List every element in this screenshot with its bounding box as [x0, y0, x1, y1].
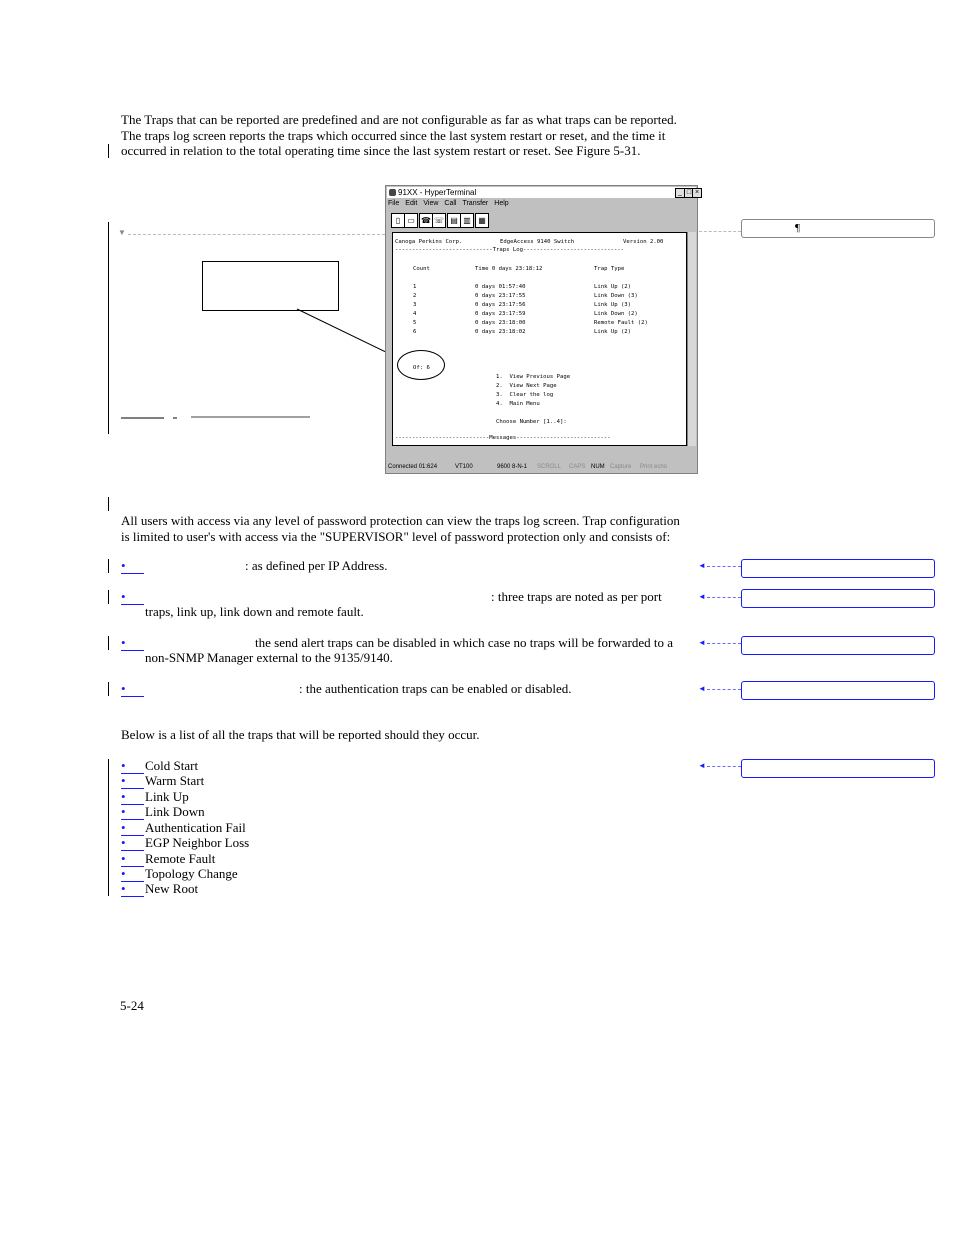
screen-product: EdgeAccess 9140 Switch	[500, 239, 575, 245]
screen-of-count: Of: 6	[413, 365, 430, 371]
intro-line-3: occurred in relation to the total operating time since the last system restart or reset. See Figure 5-31.	[121, 143, 641, 158]
row-count: 5	[413, 320, 417, 326]
col-time: Time 0 days 23:18:12	[475, 266, 543, 272]
trap-item: Authentication Fail	[145, 820, 246, 835]
config-item-text: : the authentication traps can be enabled or disabled.	[299, 681, 572, 696]
access-paragraph	[121, 513, 680, 544]
close-icon[interactable]: ×	[692, 188, 702, 198]
menu-bar	[388, 199, 515, 209]
trap-item: Remote Fault	[145, 851, 216, 866]
status-caps: CAPS	[569, 464, 586, 470]
row-count: 3	[413, 302, 417, 308]
access-line-1: All users with access via any level of password protection can view the traps log screen. Trap configuration	[121, 513, 680, 528]
window-titlebar	[387, 187, 700, 198]
bullet-link[interactable]: •	[121, 805, 144, 820]
menu-edit[interactable]: Edit	[405, 200, 418, 207]
of-count-oval	[397, 350, 445, 380]
access-line-2: is limited to user's with access via the "SUPERVISOR" level of password protection only and consists of:	[121, 528, 671, 544]
menu-view[interactable]: View	[423, 200, 439, 207]
balloon-leader	[707, 597, 741, 598]
row-time: 0 days 23:17:55	[475, 293, 526, 299]
send-icon[interactable]: ▤	[447, 213, 461, 228]
menu-transfer[interactable]: Transfer	[462, 200, 489, 207]
bullet-link[interactable]: •	[121, 821, 144, 836]
row-count: 6	[413, 329, 417, 335]
screen-menu-item[interactable]: 1. View Previous Page	[496, 374, 571, 380]
balloon-arrow-icon: ◄	[698, 561, 706, 570]
hyperterminal-window	[385, 185, 698, 474]
comment-balloon	[741, 559, 935, 578]
balloon-leader	[707, 643, 741, 644]
balloon-leader	[707, 689, 741, 690]
row-count: 4	[413, 311, 417, 317]
col-type: Trap Type	[594, 266, 625, 272]
collapse-triangle-icon: ▼	[118, 228, 126, 237]
row-count: 2	[413, 293, 417, 299]
trap-item: Topology Change	[145, 866, 238, 881]
status-settings: 9600 8-N-1	[497, 464, 528, 470]
config-item-text: traps, link up, link down and remote fault.	[145, 604, 364, 619]
trap-item: Link Down	[145, 804, 205, 819]
menu-file[interactable]: File	[388, 200, 400, 207]
connect-icon[interactable]: ☎	[419, 213, 433, 228]
bullet-link[interactable]: •	[121, 590, 144, 605]
row-type: Link Up (2)	[594, 284, 632, 290]
menu-call[interactable]: Call	[444, 200, 457, 207]
row-type: Remote Fault (2)	[594, 320, 648, 326]
screen-menu-item[interactable]: 2. View Next Page	[496, 383, 557, 389]
balloon-arrow-icon: ◄	[698, 761, 706, 770]
minimize-icon[interactable]: _	[675, 188, 685, 198]
row-time: 0 days 01:57:40	[475, 284, 526, 290]
change-bar	[108, 497, 109, 511]
row-time: 0 days 23:17:59	[475, 311, 526, 317]
status-printecho: Print echo	[640, 464, 668, 470]
terminal-screen	[392, 232, 687, 446]
vertical-scrollbar[interactable]	[687, 232, 696, 446]
intro-line-1: The Traps that can be reported are predefined and are not configurable as far as what traps can be reported.	[121, 112, 677, 127]
screen-menu-item[interactable]: 4. Main Menu	[496, 401, 540, 407]
balloon-arrow-icon: ◄	[698, 592, 706, 601]
row-type: Link Up (2)	[594, 329, 632, 335]
trap-item: New Root	[145, 881, 199, 896]
bullet-link[interactable]: •	[121, 882, 144, 897]
open-icon[interactable]: ▭	[404, 213, 418, 228]
screen-menu-item[interactable]: 3. Clear the log	[496, 392, 554, 398]
status-bar	[387, 462, 696, 472]
status-emulation: VT100	[455, 464, 473, 470]
toolbar	[388, 210, 695, 230]
window-title: 91XX - HyperTerminal	[398, 188, 477, 197]
config-item-text: : as defined per IP Address.	[245, 558, 388, 573]
bullet-link[interactable]: •	[121, 867, 144, 882]
row-time: 0 days 23:18:00	[475, 320, 526, 326]
bullet-link[interactable]: •	[121, 682, 144, 697]
trap-item: EGP Neighbor Loss	[145, 835, 250, 850]
app-icon	[389, 189, 396, 196]
change-bar	[108, 682, 109, 696]
bullet-link[interactable]: •	[121, 759, 144, 774]
balloon-leader	[707, 766, 741, 767]
status-num: NUM	[591, 464, 605, 470]
disconnect-icon[interactable]: ☏	[432, 213, 446, 228]
intro-line-2: The traps log screen reports the traps which occurred since the last system restart or reset, and the time it	[121, 127, 666, 143]
screen-prompt[interactable]: Choose Number [1..4]:	[496, 419, 567, 425]
screen-section-header: -----------------------------Traps Log------------------------------	[395, 247, 625, 253]
status-capture: Capture	[610, 464, 632, 470]
list-intro: Below is a list of all the traps that will be reported should they occur.	[121, 727, 480, 742]
receive-icon[interactable]: ▥	[460, 213, 474, 228]
row-count: 1	[413, 284, 417, 290]
row-time: 0 days 23:18:02	[475, 329, 526, 335]
pilcrow-mark: ¶	[795, 222, 800, 234]
comment-balloon	[741, 759, 935, 778]
comment-balloon	[741, 681, 935, 700]
row-type: Link Down (2)	[594, 311, 638, 317]
new-icon[interactable]: ▯	[391, 213, 405, 228]
menu-help[interactable]: Help	[494, 200, 509, 207]
status-scroll: SCROLL	[537, 464, 562, 470]
screen-version: Version 2.00	[623, 239, 664, 245]
bullet-link[interactable]: •	[121, 774, 144, 789]
trap-item: Link Up	[145, 789, 189, 804]
balloon-leader	[707, 566, 741, 567]
page-number: 5-24	[120, 998, 144, 1013]
row-type: Link Down (3)	[594, 293, 638, 299]
row-type: Link Up (3)	[594, 302, 632, 308]
col-count: Count	[413, 266, 430, 272]
row-time: 0 days 23:17:56	[475, 302, 526, 308]
comment-balloon	[741, 636, 935, 655]
bullet-link[interactable]: •	[121, 636, 144, 651]
status-connected: Connected 01:624	[388, 464, 438, 470]
screen-company: Canoga Perkins Corp.	[395, 239, 463, 245]
change-bar	[108, 636, 109, 650]
change-bar	[108, 590, 109, 604]
properties-icon[interactable]: ▦	[475, 213, 489, 228]
maximize-icon[interactable]: □	[684, 188, 694, 198]
bullet-link[interactable]: •	[121, 790, 144, 805]
config-item-text: non-SNMP Manager external to the 9135/9140.	[145, 650, 393, 665]
balloon-arrow-icon: ◄	[698, 684, 706, 693]
bullet-link[interactable]: •	[121, 852, 144, 867]
bullet-link[interactable]: •	[121, 836, 144, 851]
trap-item: Cold Start	[145, 758, 199, 773]
balloon-arrow-icon: ◄	[698, 638, 706, 647]
change-bar	[108, 759, 109, 896]
bullet-link[interactable]: •	[121, 559, 144, 574]
config-item-text: : three traps are noted as per port	[491, 589, 662, 604]
trap-item: Warm Start	[145, 773, 205, 788]
change-bar	[108, 559, 109, 573]
screen-messages: ----------------------------Messages----------------------------	[395, 435, 611, 441]
config-item-text: the send alert traps can be disabled in which case no traps will be forwarded to a	[255, 635, 674, 650]
comment-balloon	[741, 589, 935, 608]
